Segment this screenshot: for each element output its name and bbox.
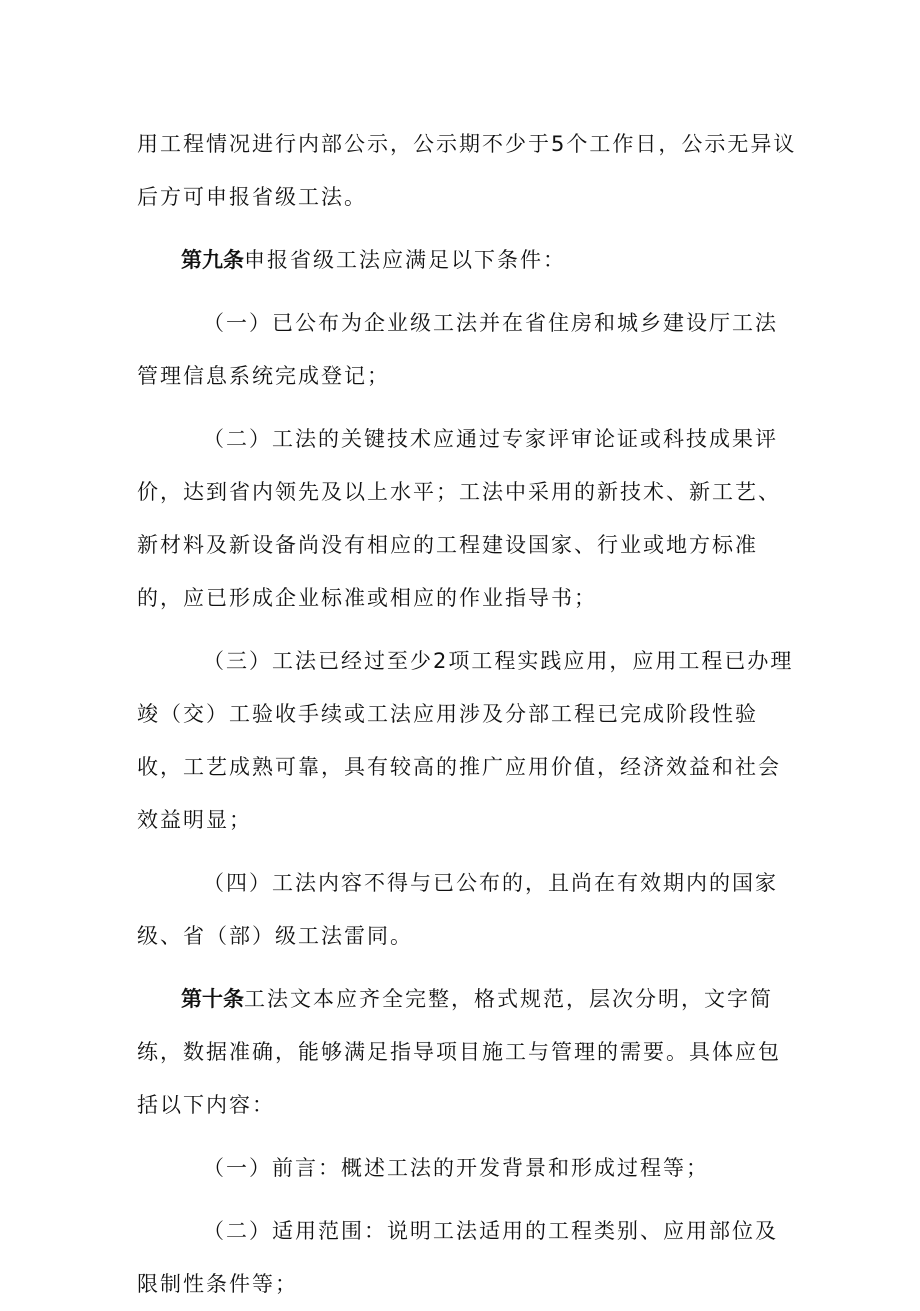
paragraph-content-2: （二）适用范围：说明工法适用的工程类别、应用部位及限制性条件等；	[137, 1219, 778, 1296]
paragraph-condition-3: （三）工法已经过至少2项工程实践应用，应用工程已办理竣（交）工验收手续或工法应用涉及分部工程已完成阶段性验收，工艺成熟可靠，具有较高的推广应用价值，经济效益和社会效益明显；	[137, 649, 794, 832]
article-10-heading: 第十条	[181, 987, 244, 1011]
paragraph-article-9	[137, 234, 797, 287]
paragraph-condition-2: （二）工法的关键技术应通过专家评审论证或科技成果评价，达到省内领先及以上水平；工法中采用的新技术、新工艺、新材料及新设备尚没有相应的工程建设国家、行业或地方标准的，应已形成企业标准或相应的作业指导书；	[137, 427, 781, 610]
paragraph-content-1: （一）前言：概述工法的开发背景和形成过程等；	[203, 1156, 709, 1180]
article-9-heading: 第九条	[181, 248, 244, 272]
document-body	[137, 118, 797, 1311]
paragraph-condition-4: （四）工法内容不得与已公布的，且尚在有效期内的国家级、省（部）级工法雷同。	[137, 871, 778, 948]
paragraph-public-notice: 用工程情况进行内部公示，公示期不少于5个工作日，公示无异议后方可申报省级工法。	[137, 132, 797, 209]
paragraph-condition-1: （一）已公布为企业级工法并在省住房和城乡建设厅工法管理信息系统完成登记；	[137, 311, 778, 388]
article-9-text: 申报省级工法应满足以下条件：	[244, 248, 566, 272]
article-10-text: 工法文本应齐全完整，格式规范，层次分明，文字简练，数据准确，能够满足指导项目施工与管理的需要。具体应包括以下内容：	[137, 987, 781, 1117]
paragraph-article-10	[137, 973, 797, 1132]
